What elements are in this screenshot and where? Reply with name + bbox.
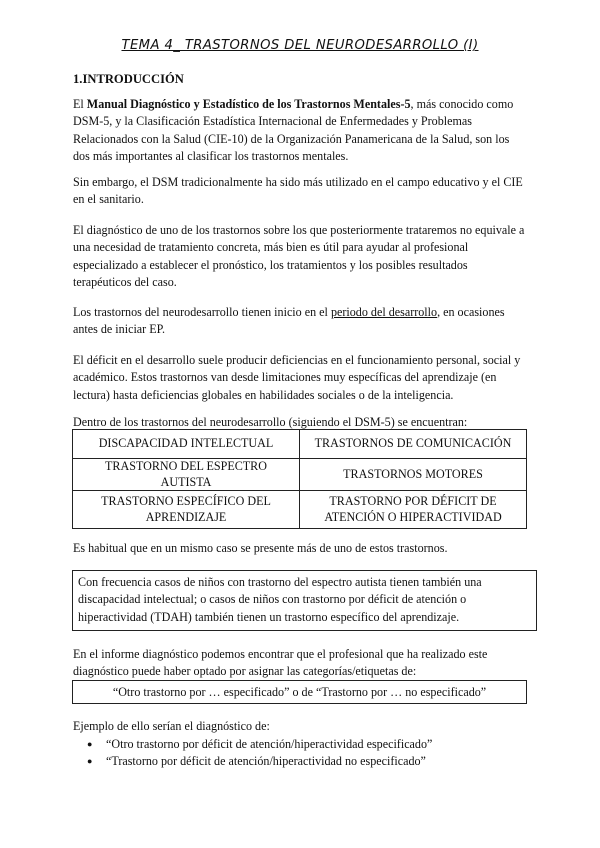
paragraph-onset [73,304,528,339]
table-cell: TRASTORNO ESPECÍFICO DEL APRENDIZAJE [73,491,300,529]
paragraph-onset-rest: , en ocasiones antes de iniciar EP. [73,305,505,337]
paragraph-dsm-cie: Sin embargo, el DSM tradicionalmente ha sido más utilizado en el campo educativo y el CIE en el sanitario. [73,175,523,207]
paragraph-diagnosis: El diagnóstico de uno de los trastornos sobre los que posteriormente trataremos no equivale a una necesidad de tratamiento concreta, más bien es útil para ayudar al profesional especializado a establecer el pronóstico, los tratamientos y los posibles resultados terapéuticos del caso. [73,223,525,290]
paragraph-intro-rest: , más conocido como DSM-5, y la Clasificación Estadística Internacional de Enfermedades y Problemas Relacionados con la Salud (CIE-10) de la Organización Panamericana de la Salud, son los dos más importantes al clasificar los trastornos mentales. [73,97,514,164]
table-intro: Dentro de los trastornos del neurodesarrollo (siguiendo el DSM-5) se encuentran: [73,415,468,429]
paragraph-onset-prefix: Los trastornos del neurodesarrollo tienen inicio en el [73,305,331,319]
paragraph-intro [73,96,528,166]
categories-box: “Otro trastorno por … especificado” o de “Trastorno por … no especificado” [72,680,527,704]
diagnosis-examples-list [73,736,432,771]
list-item: ● “Otro trastorno por déficit de atención/hiperactividad especificado” [73,736,432,753]
paragraph-intro-prefix: El [73,97,87,111]
period-underlined: periodo del desarrollo [330,305,438,319]
paragraph-comorbidity: Es habitual que en un mismo caso se presente más de uno de estos trastornos. [73,541,448,555]
manual-name-bold: Manual Diagnóstico y Estadístico de los Trastornos Mentales-5 [86,97,411,111]
table-row [73,459,527,491]
paragraph-report: En el informe diagnóstico podemos encontrar que el profesional que ha realizado este diagnóstico puede haber optado por asignar las categorías/etiquetas de: [73,647,488,679]
table-row [73,430,527,459]
disorders-table [72,429,527,529]
table-cell: TRASTORNOS DE COMUNICACIÓN [300,430,527,459]
paragraph-example: Ejemplo de ello serían el diagnóstico de: [73,719,270,733]
comorbidity-example-box: Con frecuencia casos de niños con trastorno del espectro autista tienen también una discapacidad intelectual; o casos de niños con trastorno por déficit de atención o hiperactividad (TDAH) también tienen un trastorno específico del aprendizaje. [72,570,537,631]
page-title: TEMA 4_ TRASTORNOS DEL NEURODESARROLLO (I) [121,38,479,53]
table-cell: TRASTORNO DEL ESPECTRO AUTISTA [73,459,300,491]
paragraph-deficit: El déficit en el desarrollo suele producir deficiencias en el funcionamiento personal, social y académico. Estos trastornos van desde limitaciones muy específicas del aprendizaje (en lectura) hasta deficiencias globales en habilidades sociales o de la inteligencia. [73,353,521,402]
section-heading: 1.INTRODUCCIÓN [73,72,184,86]
list-item: ● “Trastorno por déficit de atención/hiperactividad no especificado” [73,753,432,770]
table-cell: TRASTORNO POR DÉFICIT DE ATENCIÓN O HIPERACTIVIDAD [300,491,527,529]
table-cell: DISCAPACIDAD INTELECTUAL [73,430,300,459]
table-cell: TRASTORNOS MOTORES [300,459,527,491]
table-row [73,491,527,529]
